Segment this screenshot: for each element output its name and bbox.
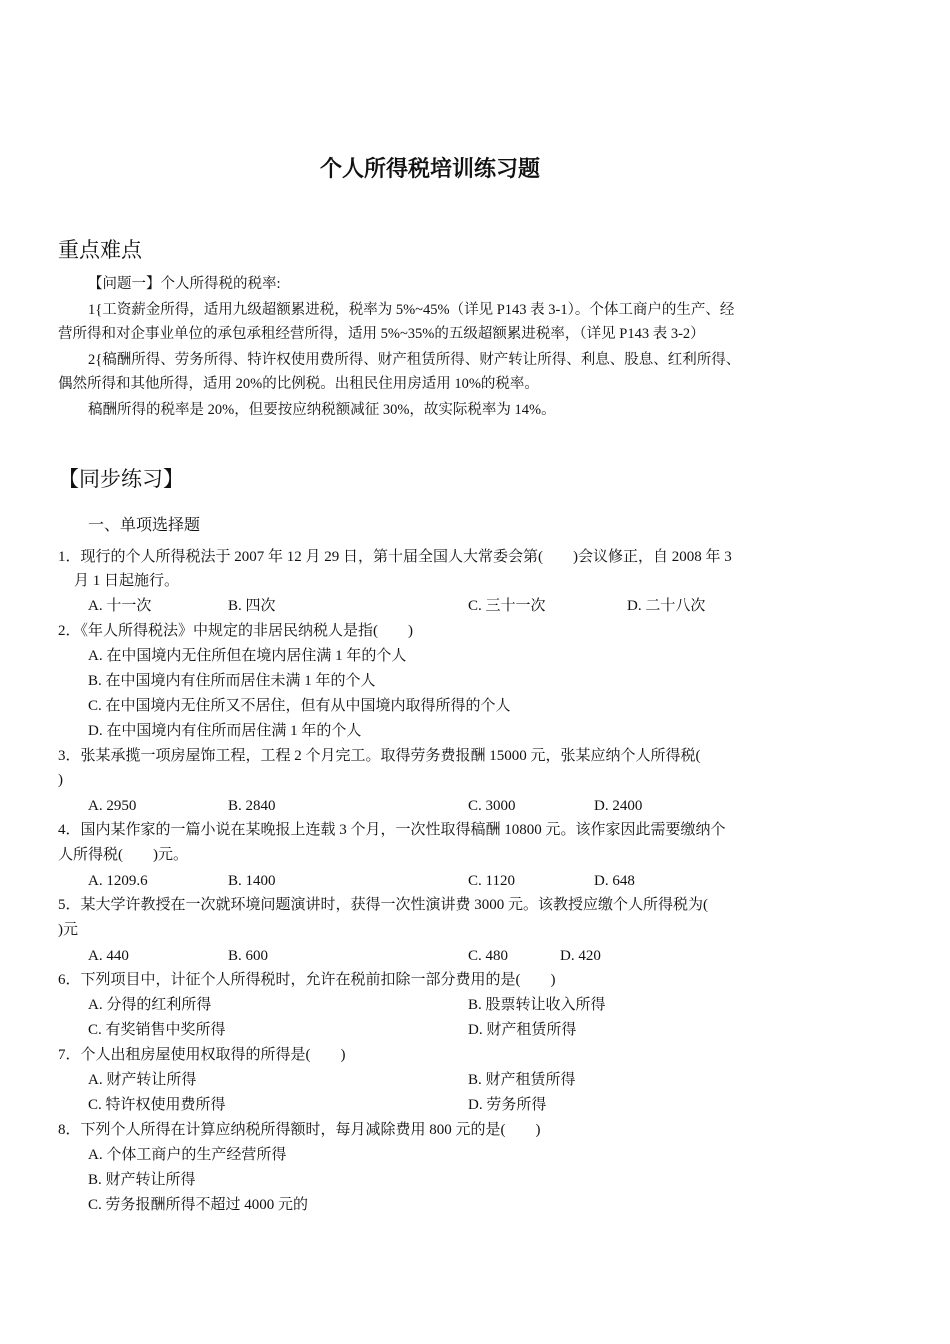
question-8: 8．下列个人所得在计算应纳税所得额时，每月减除费用 800 元的是( ) — [58, 1122, 541, 1138]
subsection-heading: 一、单项选择题 — [88, 515, 201, 534]
option-b: B. 股票转让收入所得 — [468, 997, 606, 1013]
question-1-continued: 月 1 日起施行。 — [74, 573, 180, 589]
question-6: 6．下列项目中，计征个人所得税时，允许在税前扣除一部分费用的是( ) — [58, 972, 556, 988]
question-3: 3．张某承揽一项房屋饰工程，工程 2 个月完工。取得劳务费报酬 15000 元，张某应纳个人所得税( — [58, 748, 701, 764]
option-c: C. 在中国境内无住所又不居住，但有从中国境内取得所得的个人 — [88, 698, 511, 714]
question-4-continued: 人所得税( )元。 — [58, 847, 188, 863]
option-c: C. 特许权使用费所得 — [88, 1097, 226, 1113]
option-d: D. 在中国境内有住所而居住满 1 年的个人 — [88, 723, 362, 739]
option-d: D. 财产租赁所得 — [468, 1022, 577, 1038]
option-b: B. 1400 — [228, 873, 276, 889]
option-a: A. 财产转让所得 — [88, 1072, 197, 1088]
option-b: B. 在中国境内有住所而居住未满 1 年的个人 — [88, 673, 376, 689]
problem1-line: 稿酬所得的税率是 20%，但要按应纳税额减征 30%，故实际税率为 14%。 — [88, 402, 556, 418]
option-d: D. 420 — [560, 948, 601, 964]
option-a: A. 在中国境内无住所但在境内居住满 1 年的个人 — [88, 648, 407, 664]
section-heading-practice: 【同步练习】 — [58, 467, 184, 491]
question-5: 5．某大学许教授在一次就环境问题演讲时，获得一次性演讲费 3000 元。该教授应缴个人所得税为( — [58, 897, 708, 913]
option-a: A. 440 — [88, 948, 129, 964]
option-a: A. 十一次 — [88, 598, 152, 614]
option-b: B. 四次 — [228, 598, 276, 614]
option-d: D. 二十八次 — [627, 598, 706, 614]
question-2: 2．《年人所得税法》中规定的非居民纳税人是指( ) — [58, 623, 413, 639]
problem1-heading: 【问题一】个人所得税的税率: — [88, 276, 281, 292]
option-d: D. 648 — [594, 873, 635, 889]
option-a: A. 分得的红利所得 — [88, 997, 212, 1013]
problem1-line: 偶然所得和其他所得，适用 20%的比例税。出租民住用房适用 10%的税率。 — [58, 376, 539, 392]
question-7: 7．个人出租房屋使用权取得的所得是( ) — [58, 1047, 346, 1063]
option-b: B. 财产租赁所得 — [468, 1072, 576, 1088]
option-c: C. 480 — [468, 948, 509, 964]
option-b: B. 财产转让所得 — [88, 1172, 196, 1188]
option-c: C. 1120 — [468, 873, 515, 889]
option-b: B. 2840 — [228, 798, 276, 814]
question-3-continued: ) — [58, 772, 63, 788]
option-a: A. 个体工商户的生产经营所得 — [88, 1147, 287, 1163]
section-heading-key-points: 重点难点 — [58, 238, 142, 262]
option-c: C. 有奖销售中奖所得 — [88, 1022, 226, 1038]
problem1-line: 1{工资薪金所得，适用九级超额累进税，税率为 5%~45%（详见 P143 表 3-1）。个体工商户的生产、经 — [88, 302, 735, 318]
option-a: A. 2950 — [88, 798, 137, 814]
option-a: A. 1209.6 — [88, 873, 148, 889]
option-d: D. 劳务所得 — [468, 1097, 547, 1113]
option-b: B. 600 — [228, 948, 269, 964]
option-c: C. 三十一次 — [468, 598, 546, 614]
option-c: C. 3000 — [468, 798, 516, 814]
question-4: 4．国内某作家的一篇小说在某晚报上连载 3 个月，一次性取得稿酬 10800 元。该作家因此需要缴纳个 — [58, 822, 726, 838]
question-1: 1．现行的个人所得税法于 2007 年 12 月 29 日，第十届全国人大常委会第( )会议修正，自 2008 年 3 — [58, 549, 732, 565]
problem1-line: 营所得和对企事业单位的承包承租经营所得，适用 5%~35%的五级超额累进税率，（详见 P143 表 3-2） — [58, 326, 705, 342]
question-5-continued: )元 — [58, 922, 78, 938]
option-c: C. 劳务报酬所得不超过 4000 元的 — [88, 1197, 309, 1213]
option-d: D. 2400 — [594, 798, 643, 814]
page-title: 个人所得税培训练习题 — [319, 157, 540, 182]
problem1-line: 2{稿酬所得、劳务所得、特许权使用费所得、财产租赁所得、财产转让所得、利息、股息、红利所得、 — [88, 352, 741, 368]
